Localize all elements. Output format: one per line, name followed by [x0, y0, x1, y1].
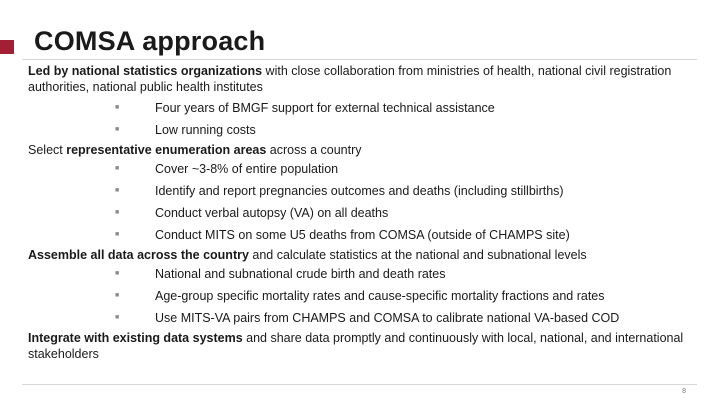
bullet-list-assemble-data [28, 263, 696, 330]
bullet-item [28, 263, 696, 285]
lead-text: and share data promptly and continuously with local, national, and international stakeholders [28, 330, 684, 361]
bullet-item [28, 158, 696, 180]
bullet-list-statistics-orgs [28, 97, 696, 142]
bullet-text: Identify and report pregnancies outcomes and deaths (including stillbirths) [155, 183, 564, 198]
lead-text: and calculate statistics at the national and subnational levels [248, 247, 587, 262]
lead-text: Select [28, 142, 67, 157]
lead-bold-text: Integrate with existing data systems [28, 330, 243, 345]
title-accent-marker [0, 40, 14, 54]
section-lead-enumeration-areas [28, 142, 696, 158]
lead-bold-text: Led by national statistics organizations [28, 64, 263, 78]
slide-title: COMSA approach [34, 26, 266, 56]
bullet-item [28, 119, 696, 141]
footer-divider [22, 384, 697, 385]
square-bullet-icon: ■ [115, 314, 120, 322]
bullet-text: Low running costs [155, 123, 256, 138]
lead-text: across a country [266, 142, 362, 157]
bullet-text: Cover ~3-8% of entire population [155, 161, 339, 176]
square-bullet-icon: ■ [115, 209, 120, 217]
section-lead-assemble-data [28, 247, 696, 263]
bullet-text: Conduct MITS on some U5 deaths from COMSA (outside of CHAMPS site) [155, 228, 570, 243]
square-bullet-icon: ■ [115, 231, 120, 239]
section-lead-integrate-systems [28, 330, 696, 362]
square-bullet-icon: ■ [115, 186, 120, 194]
title-divider [22, 59, 697, 60]
bullet-list-enumeration-areas [28, 158, 696, 247]
lead-bold-text: representative enumeration areas [66, 142, 267, 157]
bullet-item [28, 224, 696, 246]
section-lead-statistics-orgs [28, 63, 696, 95]
bullet-item [28, 97, 696, 119]
bullet-text: Four years of BMGF support for external technical assistance [155, 101, 495, 115]
bullet-item [28, 180, 696, 202]
square-bullet-icon: ■ [115, 104, 120, 111]
square-bullet-icon: ■ [115, 292, 120, 300]
bullet-item [28, 285, 696, 307]
bullet-text: Use MITS-VA pairs from CHAMPS and COMSA to calibrate national VA-based COD [155, 311, 620, 326]
square-bullet-icon: ■ [115, 164, 120, 172]
slide-body [28, 63, 696, 362]
bullet-text: Conduct verbal autopsy (VA) on all deaths [155, 206, 389, 221]
lead-text: with close collaboration from ministries of health, national civil registration authorities, national public health institutes [28, 64, 672, 94]
bullet-item [28, 307, 696, 329]
bullet-item [28, 202, 696, 224]
lead-bold-text: Assemble all data across the country [28, 247, 249, 262]
square-bullet-icon: ■ [115, 126, 120, 134]
bullet-text: National and subnational crude birth and death rates [155, 266, 446, 281]
square-bullet-icon: ■ [115, 269, 120, 277]
page-number: 8 [682, 388, 686, 395]
bullet-text: Age-group specific mortality rates and cause-specific mortality fractions and rates [155, 289, 605, 304]
